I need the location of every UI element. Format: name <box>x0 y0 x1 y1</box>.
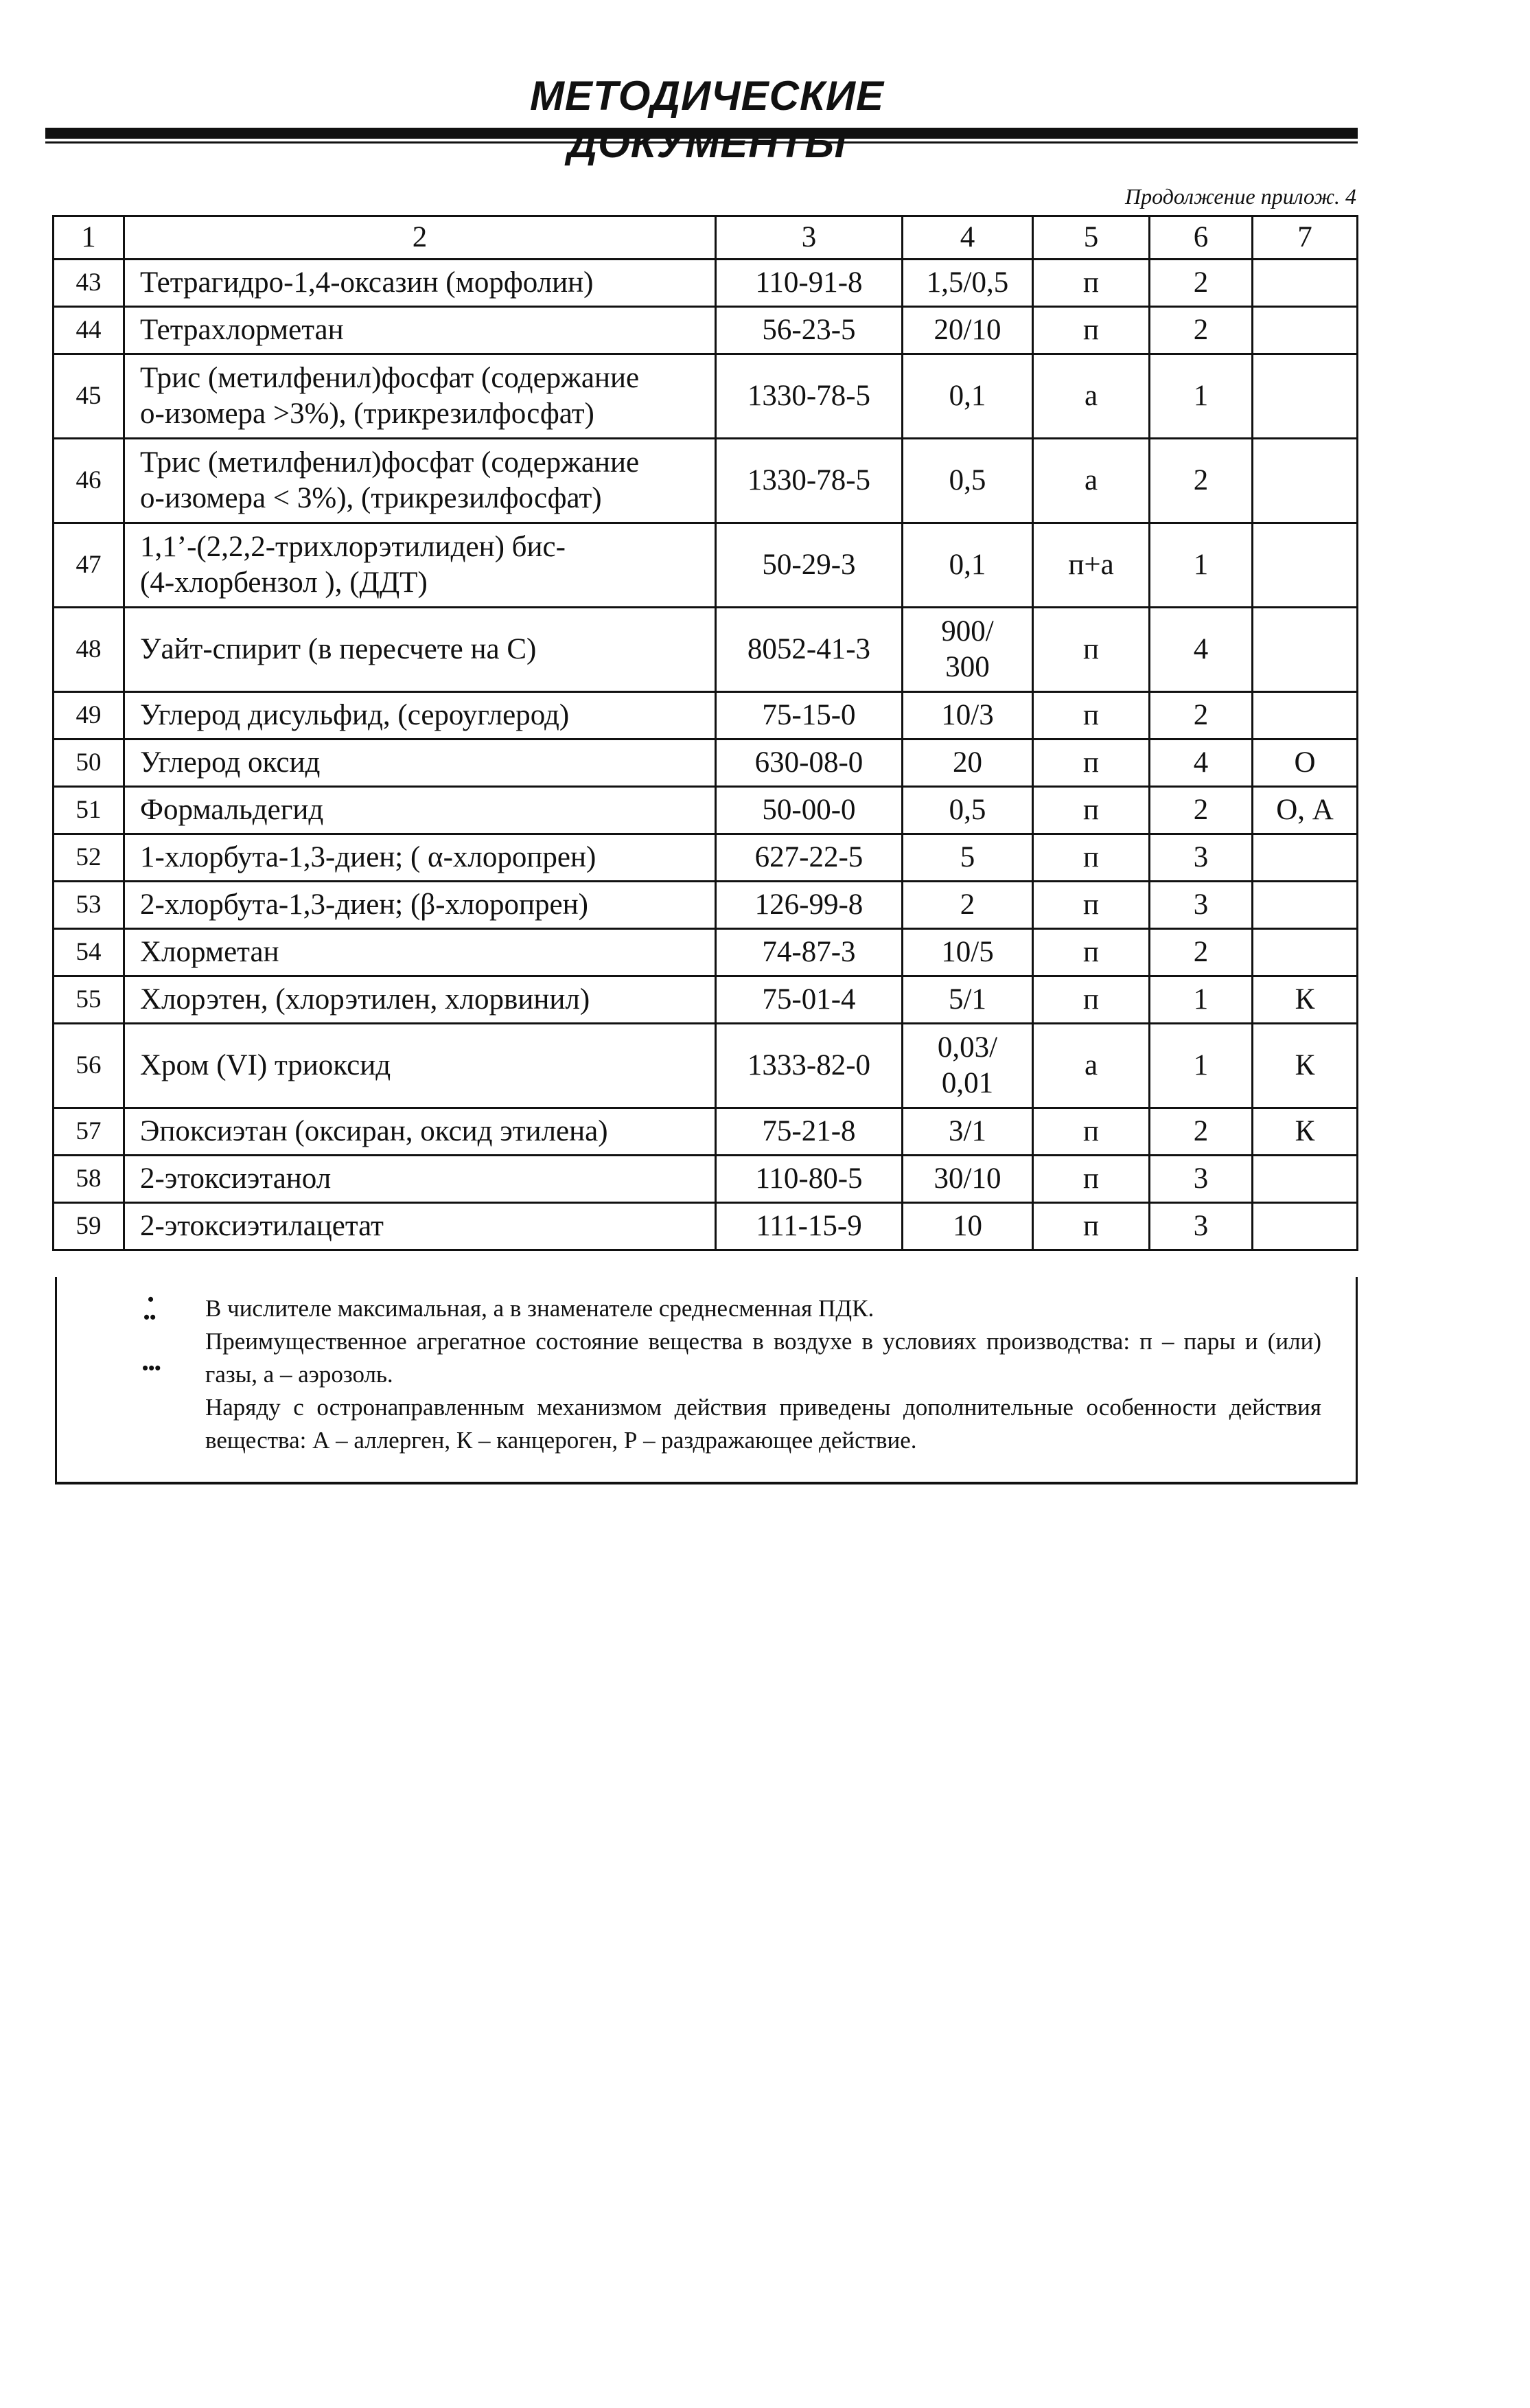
substance-name-cell <box>124 608 716 692</box>
pdk-value-line: 2 <box>960 888 975 921</box>
substance-name-cell <box>124 1024 716 1108</box>
substance-name-cell <box>124 787 716 834</box>
special-features-cell <box>1253 1203 1358 1250</box>
hazard-class-cell: 1 <box>1150 354 1253 439</box>
pdk-value-cell <box>903 787 1033 834</box>
row-number-cell: 44 <box>54 307 124 354</box>
hazard-class-cell: 3 <box>1150 1203 1253 1250</box>
hazard-class-cell: 3 <box>1150 1156 1253 1203</box>
row-number-cell: 43 <box>54 260 124 307</box>
cas-number-cell: 110-91-8 <box>716 260 903 307</box>
column-header: 7 <box>1253 216 1358 260</box>
aggregate-state-cell: а <box>1033 1024 1150 1108</box>
cas-number-cell: 110-80-5 <box>716 1156 903 1203</box>
hazard-class-cell: 3 <box>1150 834 1253 882</box>
aggregate-state-cell: п <box>1033 692 1150 739</box>
special-features-cell: К <box>1253 1024 1358 1108</box>
table-row <box>54 260 1358 307</box>
substance-name-line: (4-хлорбензол ), (ДДТ) <box>140 566 428 599</box>
pdk-value-cell <box>903 608 1033 692</box>
hazard-class-cell: 2 <box>1150 692 1253 739</box>
cas-number-cell: 75-01-4 <box>716 976 903 1024</box>
special-features-cell <box>1253 608 1358 692</box>
table-row <box>54 929 1358 976</box>
row-number-cell: 46 <box>54 439 124 523</box>
substance-name-line: Хром (VI) триоксид <box>140 1049 391 1082</box>
pdk-value-line: 10/5 <box>941 936 994 969</box>
pdk-value-line: 5/1 <box>949 983 986 1016</box>
footnotes-box <box>55 1277 1358 1484</box>
column-header: 2 <box>124 216 716 260</box>
aggregate-state-cell: п <box>1033 787 1150 834</box>
pdk-value-line: 10/3 <box>941 699 994 732</box>
table-row <box>54 439 1358 523</box>
substance-name-cell <box>124 523 716 608</box>
pdk-value-cell <box>903 739 1033 787</box>
table-header-row <box>54 216 1358 260</box>
substance-name-line: 2-этоксиэтанол <box>140 1162 332 1195</box>
pdk-value-cell <box>903 523 1033 608</box>
column-header: 5 <box>1033 216 1150 260</box>
header-rule-thick <box>45 128 1358 139</box>
substance-name-line: Углерод дисульфид, (сероуглерод) <box>140 699 570 732</box>
table-row <box>54 354 1358 439</box>
hazard-class-cell: 2 <box>1150 307 1253 354</box>
table-row <box>54 523 1358 608</box>
hazard-class-cell: 2 <box>1150 929 1253 976</box>
substance-name-line: Углерод оксид <box>140 746 321 779</box>
table-row <box>54 1156 1358 1203</box>
aggregate-state-cell: п+а <box>1033 523 1150 608</box>
row-number-cell: 56 <box>54 1024 124 1108</box>
cas-number-cell: 111-15-9 <box>716 1203 903 1250</box>
pdk-value-cell <box>903 929 1033 976</box>
table-row <box>54 739 1358 787</box>
continuation-note: Продолжение прилож. 4 <box>1125 184 1356 209</box>
special-features-cell <box>1253 882 1358 929</box>
special-features-cell <box>1253 354 1358 439</box>
page-header-title: МЕТОДИЧЕСКИЕ <box>529 73 885 119</box>
footnote-line: Наряду с остронаправленным механизмом действия приведены дополнительные особенности действия вещества: А – аллерген, К – канцероген, Р – раздражающее действие. <box>205 1394 1321 1454</box>
substance-name-line: Формальдегид <box>140 794 324 827</box>
row-number-cell: 54 <box>54 929 124 976</box>
special-features-cell <box>1253 1156 1358 1203</box>
row-number-cell: 52 <box>54 834 124 882</box>
substance-name-line: Хлорметан <box>140 936 279 969</box>
pdk-value-line: 30/10 <box>934 1162 1001 1195</box>
footnote-line: В числителе максимальная, а в знаменателе среднесменная ПДК. <box>205 1295 874 1322</box>
table-row <box>54 834 1358 882</box>
row-number-cell: 57 <box>54 1108 124 1156</box>
aggregate-state-cell: п <box>1033 307 1150 354</box>
aggregate-state-cell: п <box>1033 929 1150 976</box>
cas-number-cell: 627-22-5 <box>716 834 903 882</box>
substance-name-line: 1-хлорбута-1,3-диен; ( α-хлоропрен) <box>140 841 596 874</box>
pdk-value-line: 1,5/0,5 <box>926 266 1009 299</box>
aggregate-state-cell: п <box>1033 1156 1150 1203</box>
pdk-value-cell <box>903 439 1033 523</box>
pdk-value-cell <box>903 976 1033 1024</box>
aggregate-state-cell: п <box>1033 739 1150 787</box>
column-header: 4 <box>903 216 1033 260</box>
aggregate-state-cell: п <box>1033 1108 1150 1156</box>
substance-name-cell <box>124 1108 716 1156</box>
aggregate-state-cell: а <box>1033 439 1150 523</box>
pdk-value-cell <box>903 882 1033 929</box>
row-number-cell: 55 <box>54 976 124 1024</box>
footnotes-text <box>205 1292 1321 1457</box>
cas-number-cell: 630-08-0 <box>716 739 903 787</box>
pdk-value-line: 10 <box>953 1210 982 1243</box>
pdk-value-line: 20/10 <box>934 314 1001 347</box>
special-features-cell <box>1253 439 1358 523</box>
header-rule-thin <box>45 141 1358 144</box>
aggregate-state-cell: п <box>1033 260 1150 307</box>
hazard-class-cell: 2 <box>1150 787 1253 834</box>
special-features-cell <box>1253 834 1358 882</box>
column-header: 1 <box>54 216 124 260</box>
cas-number-cell: 50-00-0 <box>716 787 903 834</box>
row-number-cell: 48 <box>54 608 124 692</box>
pdk-value-cell <box>903 307 1033 354</box>
table-row <box>54 1024 1358 1108</box>
aggregate-state-cell: п <box>1033 882 1150 929</box>
table-body <box>54 260 1358 1250</box>
row-number-cell: 47 <box>54 523 124 608</box>
cas-number-cell: 1330-78-5 <box>716 354 903 439</box>
substance-name-cell <box>124 692 716 739</box>
hazard-class-cell: 3 <box>1150 882 1253 929</box>
column-header: 3 <box>716 216 903 260</box>
pdk-value-cell <box>903 354 1033 439</box>
pdk-value-line: 20 <box>953 746 982 779</box>
table-row <box>54 976 1358 1024</box>
appendix-table <box>52 215 1358 1251</box>
cas-number-cell: 75-15-0 <box>716 692 903 739</box>
aggregate-state-cell: п <box>1033 834 1150 882</box>
aggregate-state-cell: а <box>1033 354 1150 439</box>
special-features-cell: О, А <box>1253 787 1358 834</box>
substance-name-cell <box>124 439 716 523</box>
substance-name-line: Хлорэтен, (хлорэтилен, хлорвинил) <box>140 983 590 1016</box>
substance-name-cell <box>124 1203 716 1250</box>
substance-name-line: о-изомера >3%), (трикрезилфосфат) <box>140 398 594 430</box>
special-features-cell: К <box>1253 1108 1358 1156</box>
pdk-value-cell <box>903 260 1033 307</box>
hazard-class-cell: 2 <box>1150 439 1253 523</box>
pdk-value-cell <box>903 1024 1033 1108</box>
cas-number-cell: 75-21-8 <box>716 1108 903 1156</box>
pdk-value-line: 0,1 <box>949 549 986 582</box>
column-header: 6 <box>1150 216 1253 260</box>
substance-name-cell <box>124 929 716 976</box>
row-number-cell: 53 <box>54 882 124 929</box>
cas-number-cell: 126-99-8 <box>716 882 903 929</box>
special-features-cell <box>1253 523 1358 608</box>
substance-name-cell <box>124 260 716 307</box>
special-features-cell <box>1253 692 1358 739</box>
aggregate-state-cell: п <box>1033 1203 1150 1250</box>
pdk-value-line: 0,5 <box>949 794 986 827</box>
substance-name-cell <box>124 354 716 439</box>
row-number-cell: 45 <box>54 354 124 439</box>
pdk-value-line: 5 <box>960 841 975 874</box>
pdk-value-cell <box>903 1108 1033 1156</box>
substance-name-cell <box>124 307 716 354</box>
footnote-mark: ••• <box>142 1358 161 1378</box>
hazard-class-cell: 4 <box>1150 739 1253 787</box>
hazard-class-cell: 1 <box>1150 523 1253 608</box>
table-row <box>54 787 1358 834</box>
footnote-mark: •• <box>143 1307 157 1327</box>
row-number-cell: 51 <box>54 787 124 834</box>
table-row <box>54 307 1358 354</box>
substance-name-cell <box>124 882 716 929</box>
substance-name-line: Эпоксиэтан (оксиран, оксид этилена) <box>140 1115 608 1148</box>
substance-name-cell <box>124 976 716 1024</box>
hazard-class-cell: 1 <box>1150 976 1253 1024</box>
pdk-value-cell <box>903 1156 1033 1203</box>
cas-number-cell: 1333-82-0 <box>716 1024 903 1108</box>
substance-name-line: Трис (метилфенил)фосфат (содержание <box>140 446 640 479</box>
pdk-value-cell <box>903 834 1033 882</box>
table-row <box>54 608 1358 692</box>
hazard-class-cell: 1 <box>1150 1024 1253 1108</box>
substance-name-cell <box>124 834 716 882</box>
special-features-cell: К <box>1253 976 1358 1024</box>
pdk-value-line: 0,03/ <box>937 1031 998 1064</box>
substance-name-line: Уайт-спирит (в пересчете на С) <box>140 633 537 666</box>
row-number-cell: 50 <box>54 739 124 787</box>
substance-name-line: 2-хлорбута-1,3-диен; (β-хлоропрен) <box>140 888 588 921</box>
substance-name-line: 2-этоксиэтилацетат <box>140 1210 384 1243</box>
substance-name-line: о-изомера < 3%), (трикрезилфосфат) <box>140 482 602 514</box>
cas-number-cell: 8052-41-3 <box>716 608 903 692</box>
cas-number-cell: 74-87-3 <box>716 929 903 976</box>
table-row <box>54 692 1358 739</box>
row-number-cell: 59 <box>54 1203 124 1250</box>
substance-name-cell <box>124 739 716 787</box>
pdk-value-line: 3/1 <box>949 1115 986 1148</box>
pdk-value-line: 0,01 <box>941 1067 994 1099</box>
footnote-mark: • <box>148 1289 154 1309</box>
table-row <box>54 1203 1358 1250</box>
special-features-cell <box>1253 260 1358 307</box>
hazard-class-cell: 4 <box>1150 608 1253 692</box>
table-row <box>54 1108 1358 1156</box>
aggregate-state-cell: п <box>1033 976 1150 1024</box>
aggregate-state-cell: п <box>1033 608 1150 692</box>
hazard-class-cell: 2 <box>1150 260 1253 307</box>
substance-name-line: Тетрахлорметан <box>140 314 344 347</box>
row-number-cell: 49 <box>54 692 124 739</box>
pdk-value-line: 0,5 <box>949 464 986 497</box>
substance-name-line: 1,1’-(2,2,2-трихлорэтилиден) бис- <box>140 531 566 564</box>
pdk-value-line: 300 <box>945 651 990 683</box>
cas-number-cell: 56-23-5 <box>716 307 903 354</box>
pdk-value-line: 0,1 <box>949 380 986 413</box>
footnote-line: Преимущественное агрегатное состояние вещества в воздухе в условиях производства: п – пары и (или) газы, а – аэрозоль. <box>205 1328 1321 1388</box>
substance-name-line: Трис (метилфенил)фосфат (содержание <box>140 362 640 395</box>
pdk-value-cell <box>903 1203 1033 1250</box>
special-features-cell <box>1253 929 1358 976</box>
hazard-class-cell: 2 <box>1150 1108 1253 1156</box>
cas-number-cell: 50-29-3 <box>716 523 903 608</box>
cas-number-cell: 1330-78-5 <box>716 439 903 523</box>
row-number-cell: 58 <box>54 1156 124 1203</box>
special-features-cell <box>1253 307 1358 354</box>
substance-name-cell <box>124 1156 716 1203</box>
pdk-value-cell <box>903 692 1033 739</box>
substance-name-line: Тетрагидро-1,4-оксазин (морфолин) <box>140 266 594 299</box>
pdk-value-line: 900/ <box>941 615 994 648</box>
table-row <box>54 882 1358 929</box>
special-features-cell: О <box>1253 739 1358 787</box>
